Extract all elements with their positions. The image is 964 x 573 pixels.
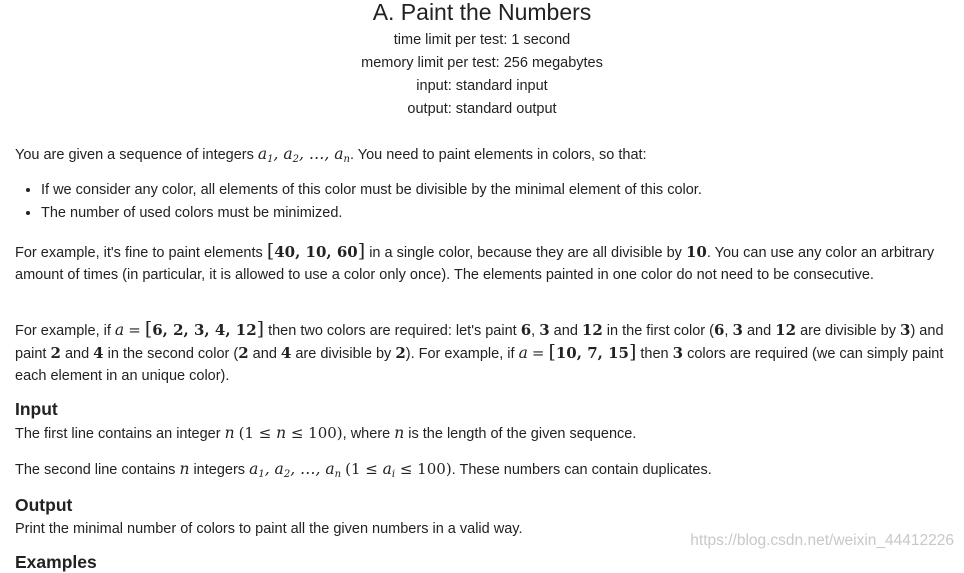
statement-paragraph-1: You are given a sequence of integers $a_1$, $a_2$, …, $a_n$. You need to paint elements in colors, so that: — [15, 145, 647, 165]
output-file: output: standard output — [407, 101, 557, 117]
list-item: • The number of used colors must be minimized. — [41, 202, 941, 225]
time-limit: time limit per test: 1 second — [393, 32, 571, 48]
list-item: • If we consider any color, all elements of this color must be divisible by the minimal element of this color. — [41, 179, 941, 202]
problem-header — [0, 0, 964, 121]
input-heading: Input — [15, 399, 58, 419]
output-heading: Output — [15, 495, 73, 515]
sequence-formula: $a_1$, $a_2$, …, $a_n$ — [257, 145, 350, 165]
problem-title: A. Paint the Numbers — [372, 0, 592, 25]
input-line-2: The second line contains n integers $a_1$, $a_2$, …, $a_n$ $(1 \le a_i \le 100)$. These numbers can contain duplicates. — [15, 460, 712, 480]
conditions-list — [15, 179, 941, 225]
input-file: input: standard input — [416, 78, 548, 94]
watermark: https://blog.csdn.net/weixin_44412226 — [690, 532, 954, 549]
input-line-1: The first line contains an integer n (1 ≤ n ≤ 100), where n is the length of the given sequence. — [15, 424, 637, 442]
memory-limit: memory limit per test: 256 megabytes — [361, 55, 603, 71]
statement-paragraph-2: For example, it's fine to paint elements [40, 10, 60] in a single color, because they are all divisible by 10. You can use any color an arbitrary amount of times (in particular, it is allowed to use a color only once). The elements painted in one color do not need to be consecutive. — [15, 240, 935, 283]
examples-heading: Examples — [15, 552, 97, 572]
statement-paragraph-3: For example, if a = [6, 2, 3, 4, 12] then two colors are required: let's paint 6, 3 and 12 in the first color (6, 3 and 12 are divisible by 3) and paint 2 and 4 in the second color (2 and 4 are divisible by 2). For example, if a = [10, 7, 15] then 3 colors are required (we can simply paint each element in an unique color). — [15, 318, 944, 384]
output-line-1: Print the minimal number of colors to paint all the given numbers in a valid way. — [15, 521, 523, 537]
